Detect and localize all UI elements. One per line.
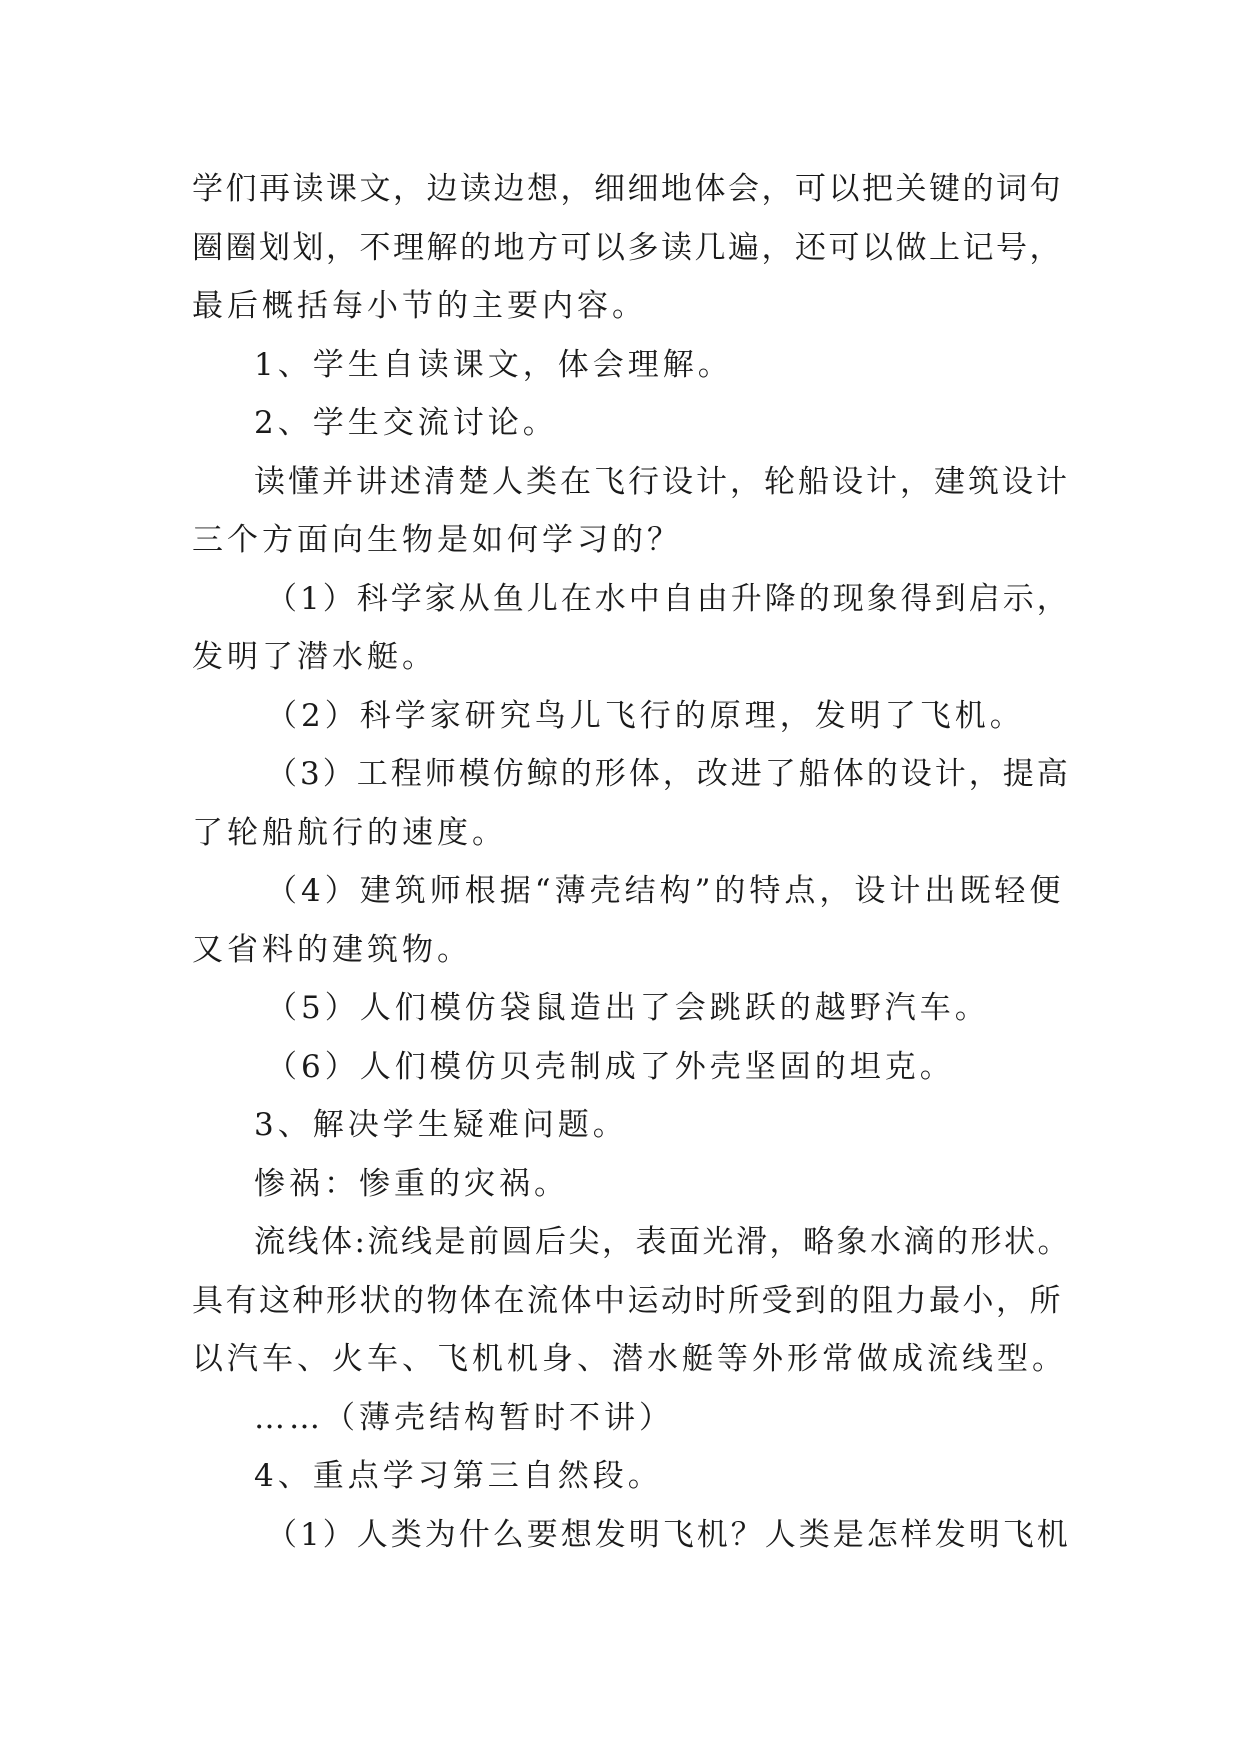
text-line: ……（薄壳结构暂时不讲） [254, 1399, 674, 1436]
list-item: （4）建筑师根据“薄壳结构”的特点，设计出既轻便 [266, 873, 1065, 909]
numbered-step: 3、解决学生疑难问题。 [254, 1107, 628, 1143]
text-line: 圈圈划划，不理解的地方可以多读几遍，还可以做上记号， [192, 229, 1063, 266]
text-line: 读懂并讲述清楚人类在飞行设计，轮船设计，建筑设计 [254, 463, 1070, 500]
text-line: 又省料的建筑物。 [192, 931, 472, 968]
document-body [192, 160, 1072, 1564]
text-line: 具有这种形状的物体在流体中运动时所受到的阻力最小，所 [192, 1282, 1063, 1319]
text-line: 学们再读课文，边读边想，细细地体会，可以把关键的词句 [192, 171, 1063, 207]
numbered-step: 4、重点学习第三自然段。 [254, 1458, 663, 1494]
numbered-step: 1、学生自读课文，体会理解。 [254, 346, 733, 383]
definition-line: 流线体:流线是前圆后尖，表面光滑，略象水滴的形状。 [254, 1224, 1071, 1260]
list-item: （2）科学家研究鸟儿飞行的原理，发明了飞机。 [266, 697, 1025, 734]
text-line: 最后概括每小节的主要内容。 [192, 288, 647, 324]
numbered-step: 2、学生交流讨论。 [254, 405, 558, 441]
list-item: （1）人类为什么要想发明飞机？人类是怎样发明飞机 [266, 1516, 1071, 1553]
list-item: （6）人们模仿贝壳制成了外壳坚固的坦克。 [266, 1048, 955, 1085]
text-line: 发明了潜水艇。 [192, 639, 437, 675]
list-item: （3）工程师模仿鲸的形体，改进了船体的设计，提高 [266, 756, 1071, 792]
text-line: 了轮船航行的速度。 [192, 814, 507, 851]
list-item: （1）科学家从鱼儿在水中自由升降的现象得到启示， [266, 580, 1071, 617]
text-line: 以汽车、火车、飞机机身、潜水艇等外形常做成流线型。 [192, 1341, 1067, 1377]
list-item: （5）人们模仿袋鼠造出了会跳跃的越野汽车。 [266, 990, 990, 1026]
definition-line: 惨祸：惨重的灾祸。 [254, 1165, 569, 1202]
text-line: 三个方面向生物是如何学习的？ [192, 522, 682, 558]
